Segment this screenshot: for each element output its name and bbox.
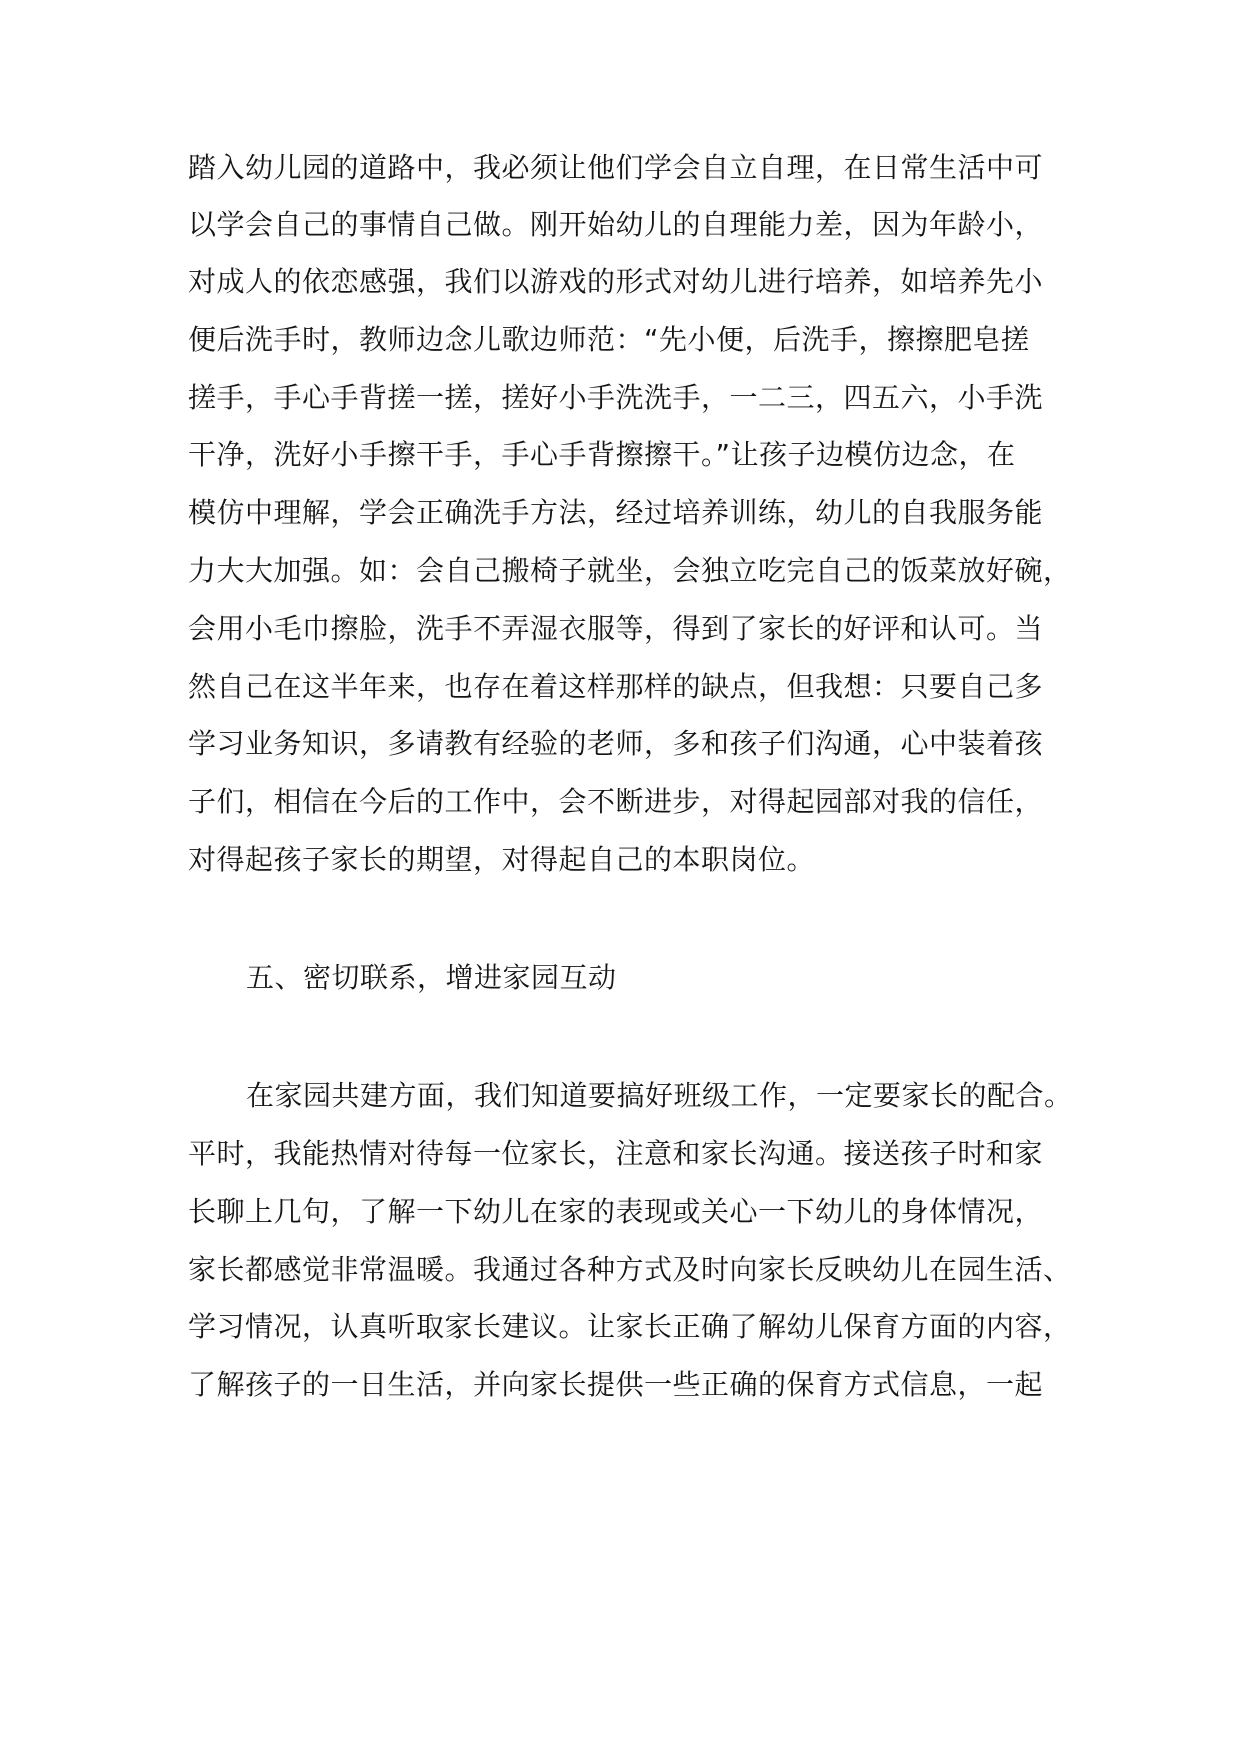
paragraph-1-line-1: 踏入幼儿园的道路中，我必须让他们学会自立自理，在日常生活中可 bbox=[188, 151, 1044, 184]
paragraph-2-line-5: 学习情况，认真听取家长建议。让家长正确了解幼儿保育方面的内容， bbox=[188, 1310, 1072, 1343]
paragraph-1-line-10: 然自己在这半年来，也存在着这样那样的缺点，但我想：只要自己多 bbox=[188, 670, 1044, 703]
paragraph-1-line-6: 干净，洗好小手擦干手，手心手背擦擦干。”让孩子边模仿边念，在 bbox=[188, 438, 1016, 471]
paragraph-2-line-3: 长聊上几句，了解一下幼儿在家的表现或关心一下幼儿的身体情况， bbox=[188, 1195, 1044, 1228]
paragraph-1-line-7: 模仿中理解，学会正确洗手方法，经过培养训练，幼儿的自我服务能 bbox=[188, 496, 1044, 529]
paragraph-2-line-2: 平时，我能热情对待每一位家长，注意和家长沟通。接送孩子时和家 bbox=[188, 1137, 1044, 1170]
paragraph-2-line-1: 在家园共建方面，我们知道要搞好班级工作，一定要家长的配合。 bbox=[246, 1079, 1073, 1112]
paragraph-1-line-5: 搓手，手心手背搓一搓，搓好小手洗洗手，一二三，四五六，小手洗 bbox=[188, 381, 1044, 414]
paragraph-1-line-2: 以学会自己的事情自己做。刚开始幼儿的自理能力差，因为年龄小， bbox=[188, 208, 1044, 241]
paragraph-1-line-4: 便后洗手时，教师边念儿歌边师范：“先小便，后洗手，擦擦肥皂搓 bbox=[188, 323, 1030, 356]
paragraph-1-line-3: 对成人的依恋感强，我们以游戏的形式对幼儿进行培养，如培养先小 bbox=[188, 265, 1044, 298]
paragraph-2-line-4: 家长都感觉非常温暖。我通过各种方式及时向家长反映幼儿在园生活、 bbox=[188, 1253, 1072, 1286]
paragraph-2-line-6: 了解孩子的一日生活，并向家长提供一些正确的保育方式信息，一起 bbox=[188, 1368, 1044, 1401]
paragraph-1-line-9: 会用小毛巾擦脸，洗手不弄湿衣服等，得到了家长的好评和认可。当 bbox=[188, 612, 1044, 645]
paragraph-1-line-8: 力大大加强。如：会自己搬椅子就坐，会独立吃完自己的饭菜放好碗， bbox=[188, 554, 1072, 587]
paragraph-1-line-12: 子们，相信在今后的工作中，会不断进步，对得起园部对我的信任， bbox=[188, 785, 1044, 818]
paragraph-1-line-13: 对得起孩子家长的期望，对得起自己的本职岗位。 bbox=[188, 843, 816, 876]
paragraph-1-line-11: 学习业务知识，多请教有经验的老师，多和孩子们沟通，心中装着孩 bbox=[188, 727, 1044, 760]
section-heading: 五、密切联系，增进家园互动 bbox=[246, 961, 617, 994]
